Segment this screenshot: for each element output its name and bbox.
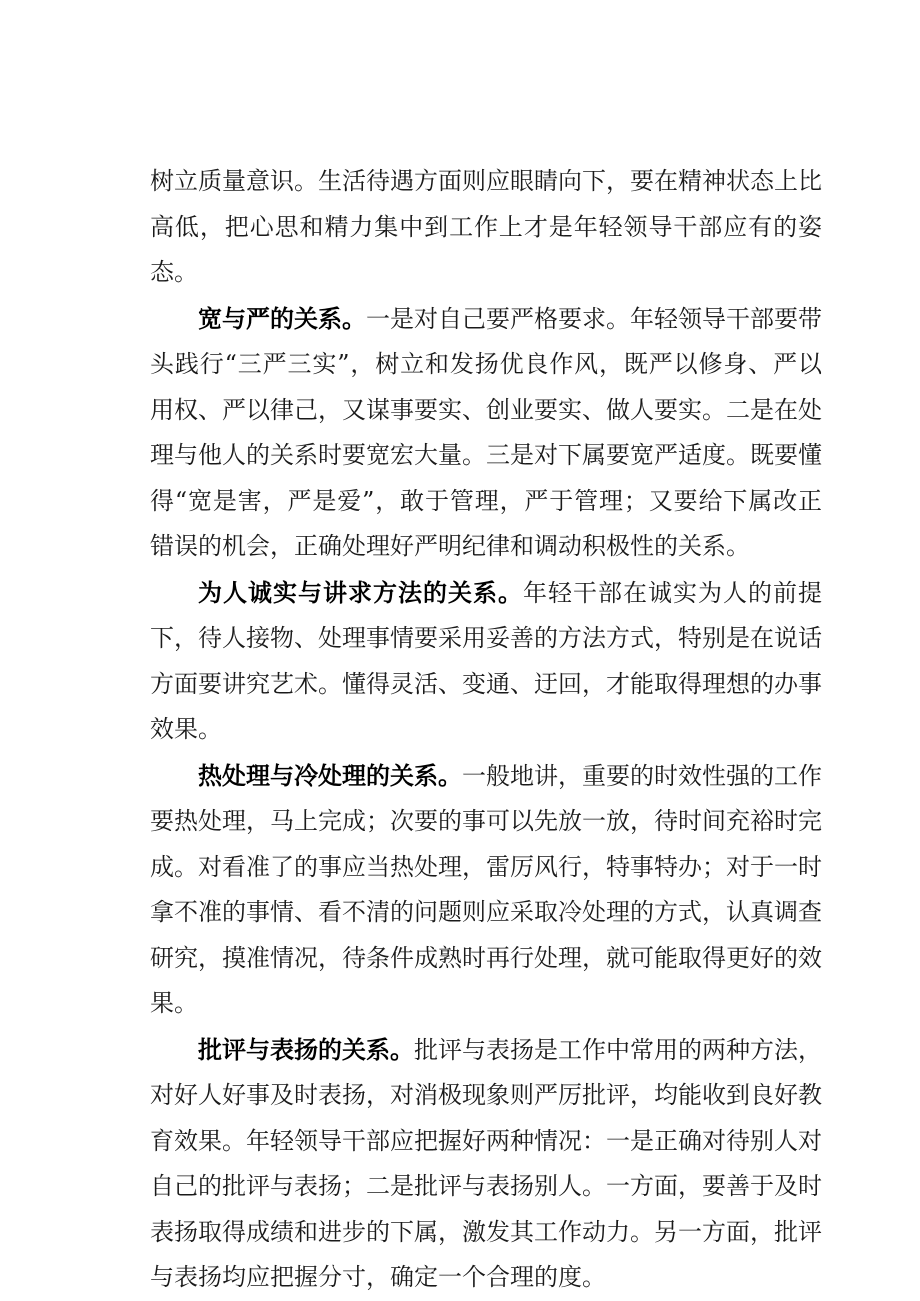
paragraph-lead: 热处理与冷处理的关系。: [198, 760, 462, 790]
paragraph-lead: 宽与严的关系。: [198, 303, 366, 333]
paragraph-honesty-method: [150, 570, 822, 753]
paragraph-text: 一是对自己要严格要求。年轻领导干部要带头践行“三严三实”，树立和发扬优良作风，既严以修身、严以用权、严以律己，又谋事要实、创业要实、做人要实。二是在处理与他人的关系时要宽宏大量。三是对下属要宽严适度。既要懂得“宽是害，严是爱”，敢于管理，严于管理；又要给下属改正错误的机会，正确处理好严明纪律和调动积极性的关系。: [150, 304, 822, 560]
paragraph-text: 批评与表扬是工作中常用的两种方法，对好人好事及时表扬，对消极现象则严厉批评，均能收到良好教育效果。年轻领导干部应把握好两种情况：一是正确对待别人对自己的批评与表扬；二是批评与表扬别人。一方面，要善于及时表扬取得成绩和进步的下属，激发其工作动力。另一方面，批评与表扬均应把握分寸，确定一个合理的度。: [150, 1035, 822, 1291]
paragraph-lead: 批评与表扬的关系。: [198, 1034, 414, 1064]
paragraph-text: 年轻干部在诚实为人的前提下，待人接物、处理事情要采用妥善的方法方式，特别是在说话方面要讲究艺术。懂得灵活、变通、迂回，才能取得理想的办事效果。: [150, 578, 822, 743]
paragraph-leniency-strictness: [150, 296, 822, 570]
paragraph-criticism-praise: [150, 1027, 822, 1301]
paragraph-text: 树立质量意识。生活待遇方面则应眼睛向下，要在精神状态上比高低，把心思和精力集中到工作上才是年轻领导干部应有的姿态。: [150, 167, 822, 286]
paragraph-continuation: [150, 158, 822, 296]
paragraph-text: 一般地讲，重要的时效性强的工作要热处理，马上完成；次要的事可以先放一放，待时间充裕时完成。对看准了的事应当热处理，雷厉风行，特事特办；对于一时拿不准的事情、看不清的问题则应采取冷处理的方式，认真调查研究，摸准情况，待条件成熟时再行处理，就可能取得更好的效果。: [150, 761, 822, 1017]
document-body: [150, 158, 822, 1301]
paragraph-lead: 为人诚实与讲求方法的关系。: [198, 577, 523, 607]
paragraph-hot-cold-handling: [150, 753, 822, 1027]
